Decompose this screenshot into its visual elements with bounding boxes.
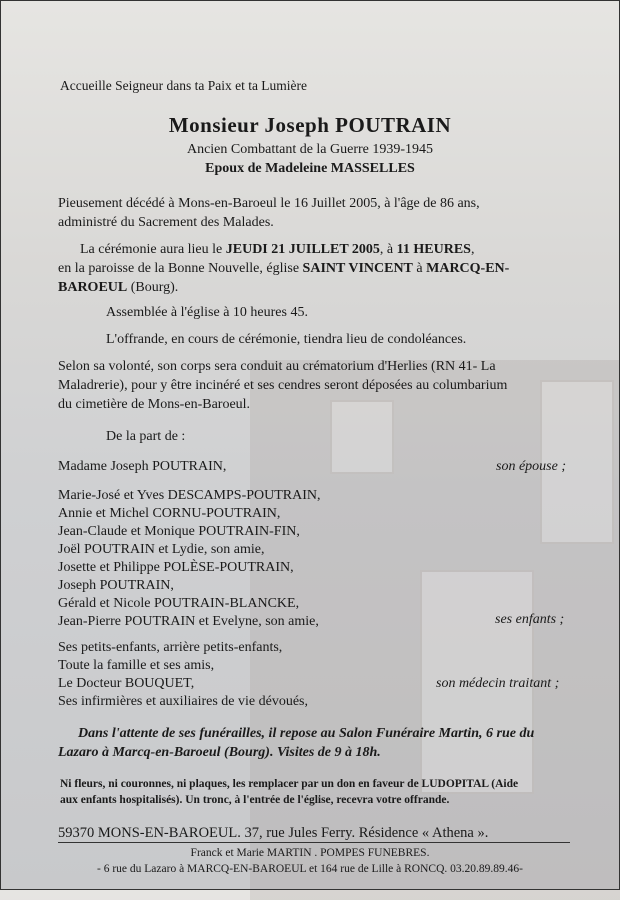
notice-line-1: Dans l'attente de ses funérailles, il repose au Salon Funéraire Martin, 6 rue du	[78, 726, 535, 741]
child-name: Marie-José et Yves DESCAMPS-POUTRAIN,	[58, 488, 321, 503]
child-name: Jean-Pierre POUTRAIN et Evelyne, son amie,	[58, 614, 319, 629]
divider	[58, 842, 570, 843]
other-mourner: Ses petits-enfants, arrière petits-enfants,	[58, 640, 283, 655]
veteran-line: Ancien Combattant de la Guerre 1939-1945	[186, 142, 434, 157]
ceremony-line	[80, 243, 474, 257]
children-role: ses enfants ;	[495, 612, 565, 627]
town-line	[58, 281, 178, 295]
town-suffix: (Bourg).	[127, 280, 179, 295]
funeral-home-address: - 6 rue du Lazaro à MARCQ-EN-BAROEUL et 164 rue de Lille à RONCQ. 03.20.89.89.46-	[97, 863, 523, 875]
parish-church: SAINT VINCENT	[302, 261, 413, 276]
parish-mid: à	[412, 261, 427, 276]
child-name: Joseph POUTRAIN,	[58, 578, 174, 593]
will-line-1: Selon sa volonté, son corps sera conduit au crématorium d'Herlies (RN 41- La	[58, 359, 496, 374]
child-name: Joël POUTRAIN et Lydie, son amie,	[58, 542, 265, 557]
notice-line-2: Lazaro à Marcq-en-Baroeul (Bourg). Visites de 9 à 18h.	[58, 745, 381, 760]
child-name: Josette et Philippe POLÈSE-POUTRAIN,	[58, 560, 294, 575]
flowers-line-1: Ni fleurs, ni couronnes, ni plaques, les remplacer par un don en faveur de LUDOPITAL (Aide	[60, 778, 519, 790]
parish-pre: en la paroisse de la Bonne Nouvelle, église	[58, 261, 303, 276]
child-name: Jean-Claude et Monique POUTRAIN-FIN,	[58, 524, 300, 539]
parish-town: MARCQ-EN-	[426, 261, 510, 276]
child-name: Annie et Michel CORNU-POUTRAIN,	[58, 506, 281, 521]
wife-name: Madame Joseph POUTRAIN,	[58, 459, 227, 474]
address-line: 59370 MONS-EN-BAROEUL. 37, rue Jules Ferry. Résidence « Athena ».	[58, 825, 489, 841]
doctor-role: son médecin traitant ;	[436, 676, 560, 691]
ceremony-end: ,	[470, 242, 475, 257]
funeral-home-line: Franck et Marie MARTIN . POMPES FUNEBRES.	[190, 847, 430, 859]
ceremony-mid: , à	[379, 242, 397, 257]
wife-role: son épouse ;	[496, 459, 566, 474]
death-line-2: administré du Sacrement des Malades.	[58, 215, 274, 230]
spouse-line: Epoux de Madeleine MASSELLES	[205, 161, 415, 176]
will-line-3: du cimetière de Mons-en-Baroeul.	[58, 397, 251, 412]
ceremony-date: JEUDI 21 JUILLET 2005	[225, 242, 380, 257]
deceased-name: Monsieur Joseph POUTRAIN	[168, 113, 452, 137]
prayer-line: Accueille Seigneur dans ta Paix et ta Lumière	[60, 78, 308, 93]
ceremony-time: 11 HEURES	[396, 242, 471, 257]
other-mourner: Toute la famille et ses amis,	[58, 658, 215, 673]
other-mourner: Le Docteur BOUQUET,	[58, 676, 195, 691]
will-line-2: Maladrerie), pour y être incinéré et ses cendres seront déposées au columbarium	[58, 378, 508, 393]
from-line: De la part de :	[106, 429, 186, 444]
town-name: BAROEUL	[58, 280, 128, 295]
assembly-line: Assemblée à l'église à 10 heures 45.	[106, 305, 308, 320]
ceremony-pre: La cérémonie aura lieu le	[80, 242, 226, 257]
offering-line: L'offrande, en cours de cérémonie, tiendra lieu de condoléances.	[106, 332, 467, 347]
death-line-1: Pieusement décédé à Mons-en-Baroeul le 16 Juillet 2005, à l'âge de 86 ans,	[58, 196, 480, 211]
flowers-line-2: aux enfants hospitalisés). Un tronc, à l'entrée de l'église, recevra votre offrande.	[60, 794, 450, 806]
other-mourner: Ses infirmières et auxiliaires de vie dévoués,	[58, 694, 308, 709]
parish-line	[58, 262, 509, 276]
child-name: Gérald et Nicole POUTRAIN-BLANCKE,	[58, 596, 300, 611]
